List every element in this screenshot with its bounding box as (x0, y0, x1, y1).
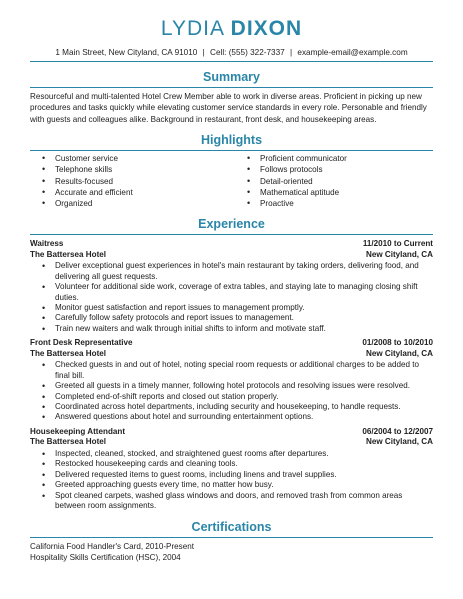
job-title: Waitress (30, 239, 64, 249)
job-dates: 01/2008 to 10/2010 (362, 338, 433, 348)
duty-item: • Greeted approaching guests every time, no matter how busy. (42, 480, 433, 490)
job-location: New Cityland, CA (365, 249, 433, 259)
candidate-name (30, 16, 433, 42)
duty-item: • Train new waiters and walk through initial shifts to inform and motivate staff. (42, 324, 433, 334)
highlight-item: • Accurate and efficient (42, 187, 247, 198)
duty-item: • Delivered requested items to guest rooms, including linens and travel supplies. (42, 470, 433, 480)
job-location: New Cityland, CA (365, 437, 433, 447)
job-entry (30, 338, 433, 423)
highlight-item: • Detail-oriented (247, 176, 347, 187)
highlight-item: • Results-focused (42, 176, 247, 187)
company-name: The Battersea Hotel (30, 348, 107, 358)
job-location: New Cityland, CA (365, 348, 433, 358)
experience-heading: Experience (30, 217, 433, 235)
duty-item: • Greeted all guests in a timely manner, following hotel protocols and resolving issues were resolved. (42, 381, 433, 391)
company-name: The Battersea Hotel (30, 249, 107, 259)
highlight-item: • Proactive (247, 198, 347, 209)
duty-item: • Completed end-of-shift reports and closed out station properly. (42, 392, 433, 402)
duty-item: • Answered questions about hotel and surrounding entertainment options. (42, 412, 433, 422)
job-entry (30, 239, 433, 334)
phone: Cell: (555) 322-7337 (210, 48, 285, 57)
job-title: Housekeeping Attendant (30, 426, 126, 436)
duty-item: • Inspected, cleaned, stocked, and straightened guest rooms after departures. (42, 449, 433, 459)
highlight-item: • Telephone skills (42, 164, 247, 175)
address: 1 Main Street, New Cityland, CA 91010 (55, 48, 198, 57)
highlights-list (30, 153, 433, 209)
separator: | (202, 48, 205, 57)
highlight-item: • Mathematical aptitude (247, 187, 347, 198)
first-name: LYDIA (160, 17, 224, 40)
job-duties (30, 360, 433, 422)
duty-item: • Monitor guest satisfaction and report issues to management promptly. (42, 303, 433, 313)
duty-item: • Deliver exceptional guest experiences in hotel's main restaurant by taking orders, delivering food, and delivering all guest requests. (42, 261, 433, 282)
duty-item: • Restocked housekeeping cards and cleaning tools. (42, 459, 433, 469)
last-name: DIXON (230, 17, 303, 40)
certification-item: California Food Handler's Card, 2010-Present (30, 541, 194, 551)
certifications-list (30, 541, 433, 564)
separator: | (289, 48, 293, 57)
duty-item: • Checked guests in and out of hotel, noting special room requests or additional charges to be added to final bill. (42, 360, 433, 381)
duty-item: • Carefully follow safety protocols and report issues to management. (42, 313, 433, 323)
company-name: The Battersea Hotel (30, 437, 107, 447)
duty-item: • Coordinated across hotel departments, including security and housekeeping, to handle requests. (42, 402, 433, 412)
job-duties (30, 449, 433, 511)
job-duties (30, 261, 433, 334)
job-entry (30, 427, 433, 512)
duty-item: • Volunteer for additional side work, coverage of extra tables, and staying late to managing closing shift duties. (42, 282, 433, 303)
job-dates: 06/2004 to 12/2007 (362, 426, 433, 436)
highlight-item: • Customer service (42, 153, 247, 164)
email: example-email@example.com (297, 48, 408, 57)
highlights-heading: Highlights (30, 133, 433, 151)
certification-item: Hospitality Skills Certification (HSC), 2004 (30, 552, 181, 562)
contact-line (30, 47, 433, 62)
highlights-left-column (42, 153, 247, 209)
duty-item: • Spot cleaned carpets, washed glass windows and doors, and removed trash from common areas between room assignments. (42, 491, 433, 512)
highlight-item: • Organized (42, 198, 247, 209)
job-dates: 11/2010 to Current (362, 239, 433, 249)
certifications-heading: Certifications (30, 520, 433, 538)
highlights-right-column (247, 153, 347, 209)
summary-heading: Summary (30, 70, 433, 88)
summary-text: Resourceful and multi-talented Hotel Crew Member able to work in diverse areas. Proficient in picking up new procedures and tasks quickly while elevating customer service standards in every role. Personable and friendly with guests and colleagues alike. Background in restaurant, front desk, and housekeeping areas. (30, 92, 427, 124)
job-title: Front Desk Representative (30, 338, 133, 348)
highlight-item: • Follows protocols (247, 164, 347, 175)
highlight-item: • Proficient communicator (247, 153, 347, 164)
